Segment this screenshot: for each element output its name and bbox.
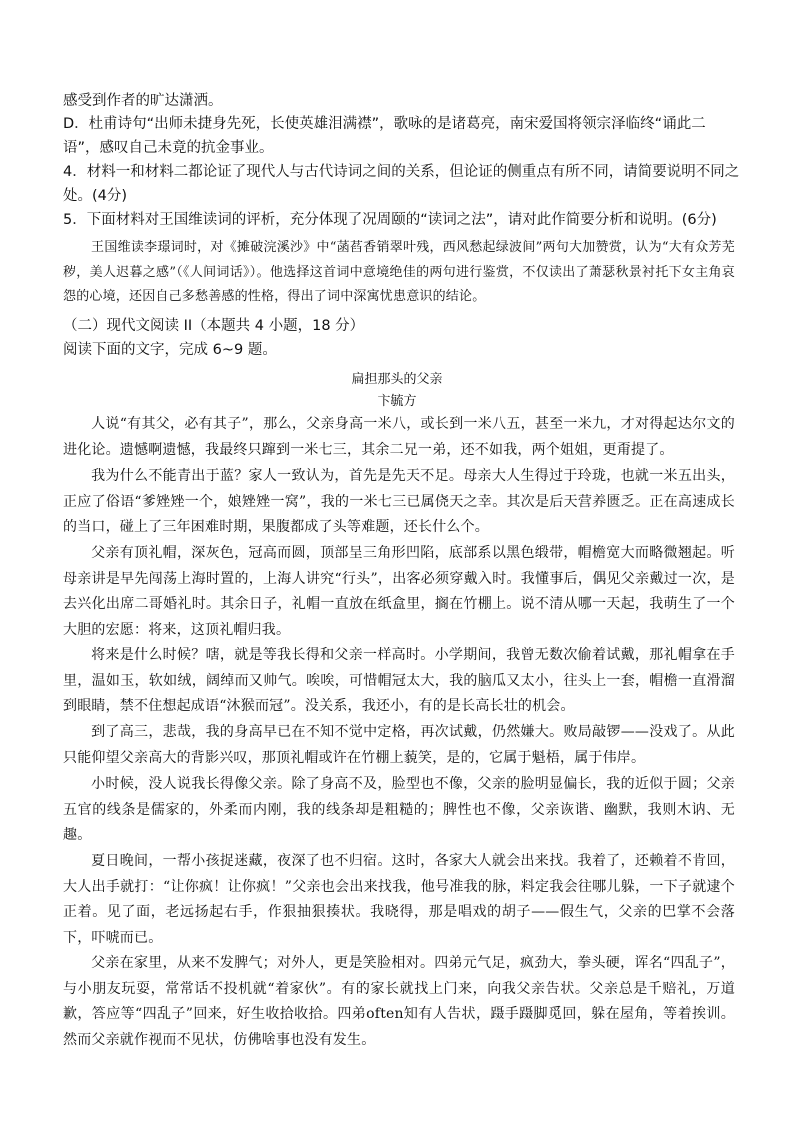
question-5: 5．下面材料对王国维读词的评析，充分体现了况周颐的“读词之法”，请对此作简要分析和说明。(6分) bbox=[63, 212, 717, 228]
article-author: 卞毓方 bbox=[377, 394, 417, 409]
article-paragraph: 夏日晚间，一帮小孩捉迷藏，夜深了也不归宿。这时，各家大人就会出来找。我着了，还赖着不肯回，大人出手就打：“让你疯！让你疯！”父亲也会出来找我，他号准我的脉，料定我会往哪儿躲，一下子就逮个正着。见了面，老远扬起右手，作狠抽狠揍状。我晓得，那是唱戏的胡子——假生气，父亲的巴掌不会落下，吓唬而已。 bbox=[63, 853, 735, 946]
article-paragraph: 小时候，没人说我长得像父亲。除了身高不及，脸型也不像，父亲的脸明显偏长，我的近似于圆；父亲五官的线条是儒家的，外柔而内刚，我的线条却是粗糙的；脾性也不像，父亲诙谐、幽默，我则木讷、无趣。 bbox=[63, 776, 735, 843]
article-paragraph: 人说“有其父，必有其子”，那么，父亲身高一米八，或长到一米八五，甚至一米九，才对得起达尔文的进化论。遗憾啊遗憾，我最终只蹿到一米七三，其余二兄一弟，还不如我，两个姐姐，更甭提了。 bbox=[63, 416, 735, 458]
question-4-line-2: 处。(4分) bbox=[63, 188, 128, 204]
article-paragraph: 我为什么不能青出于蓝？家人一致认为，首先是先天不足。母亲大人生得过于玲珑，也就一米五出头，正应了俗语“爹矬矬一个，娘矬矬一窝”，我的一米七三已属侥天之幸。其次是后天营养匮乏。正在高速成长的当口，碰上了三年困难时期，果腹都成了头等难题，还长什么个。 bbox=[63, 468, 735, 535]
article-paragraph: 将来是什么时候？嗐，就是等我长得和父亲一样高时。小学期间，我曾无数次偷着试戴，那礼帽拿在手里，温如玉，软如绒，阔绰而又帅气。唉唉，可惜帽冠太大，我的脑瓜又太小，往头上一套，帽檐一直滑溜到眼睛，禁不住想起成语“沐猴而冠”。没关系，我还小，有的是长高长壮的机会。 bbox=[63, 647, 735, 714]
section-title: （二）现代文阅读 II（本题共 4 小题，18 分） bbox=[63, 318, 365, 334]
option-d-line-1: D．杜甫诗句“出师未捷身先死，长使英雄泪满襟”，歌咏的是诸葛亮，南宋爱国将领宗泽临终“诵此二 bbox=[63, 116, 706, 132]
question-5-material: 王国维读李璟词时，对《摊破浣溪沙》中“菡萏香销翠叶残，西风愁起绿波间”两句大加赞赏，认为“大有众芳芜秽，美人迟暮之感”（《人间词话》）。他选择这首词中意境绝佳的两句进行鉴赏，不仅读出了萧瑟秋景衬托下女主角哀怨的心境，还因自己多愁善感的性格，得出了词中深寓忧患意识的结论。 bbox=[63, 240, 735, 304]
option-d-line-2: 语”，感叹自己未竟的抗金事业。 bbox=[63, 140, 274, 156]
article-paragraph: 父亲在家里，从来不发脾气；对外人，更是笑脸相对。四弟元气足，疯劲大，拳头硬，诨名“四乱子”，与小朋友玩耍，常常话不投机就“着家伙”。有的家长就找上门来，向我父亲告状。父亲总是千赔礼，万道歉，答应等“四乱子”回来，好生收拾收拾。四弟often知有人告状，蹑手蹑脚觅回，躲在屋角，等着挨训。然而父亲就作视而不见状，仿佛啥事也没有发生。 bbox=[63, 955, 735, 1048]
article-paragraph: 父亲有顶礼帽，深灰色，冠高而圆，顶部呈三角形凹陷，底部系以黑色缎带，帽檐宽大而略微翘起。听母亲讲是早先闯荡上海时置的，上海人讲究“行头”，出客必须穿戴入时。我懂事后，偶见父亲戴过一次，是去兴化出席二哥婚礼时。其余日子，礼帽一直放在纸盒里，搁在竹棚上。说不清从哪一天起，我萌生了一个大胆的宏愿：将来，这顶礼帽归我。 bbox=[63, 545, 735, 638]
question-4-line-1: 4．材料一和材料二都论证了现代人与古代诗词之间的关系，但论证的侧重点有所不同，请简要说明不同之 bbox=[63, 164, 740, 180]
article-paragraph: 到了高三，悲哉，我的身高早已在不知不觉中定格，再次试戴，仍然嫌大。败局敲锣——没戏了。从此只能仰望父亲高大的背影兴叹，那顶礼帽或许在竹棚上藐笑，是的，它属于魁梧，属于伟岸。 bbox=[63, 724, 735, 766]
section-instruction: 阅读下面的文字，完成 6~9 题。 bbox=[63, 342, 277, 358]
question-line-conclusion: 感受到作者的旷达潇洒。 bbox=[63, 93, 223, 109]
article-title: 扁担那头的父亲 bbox=[351, 372, 443, 387]
